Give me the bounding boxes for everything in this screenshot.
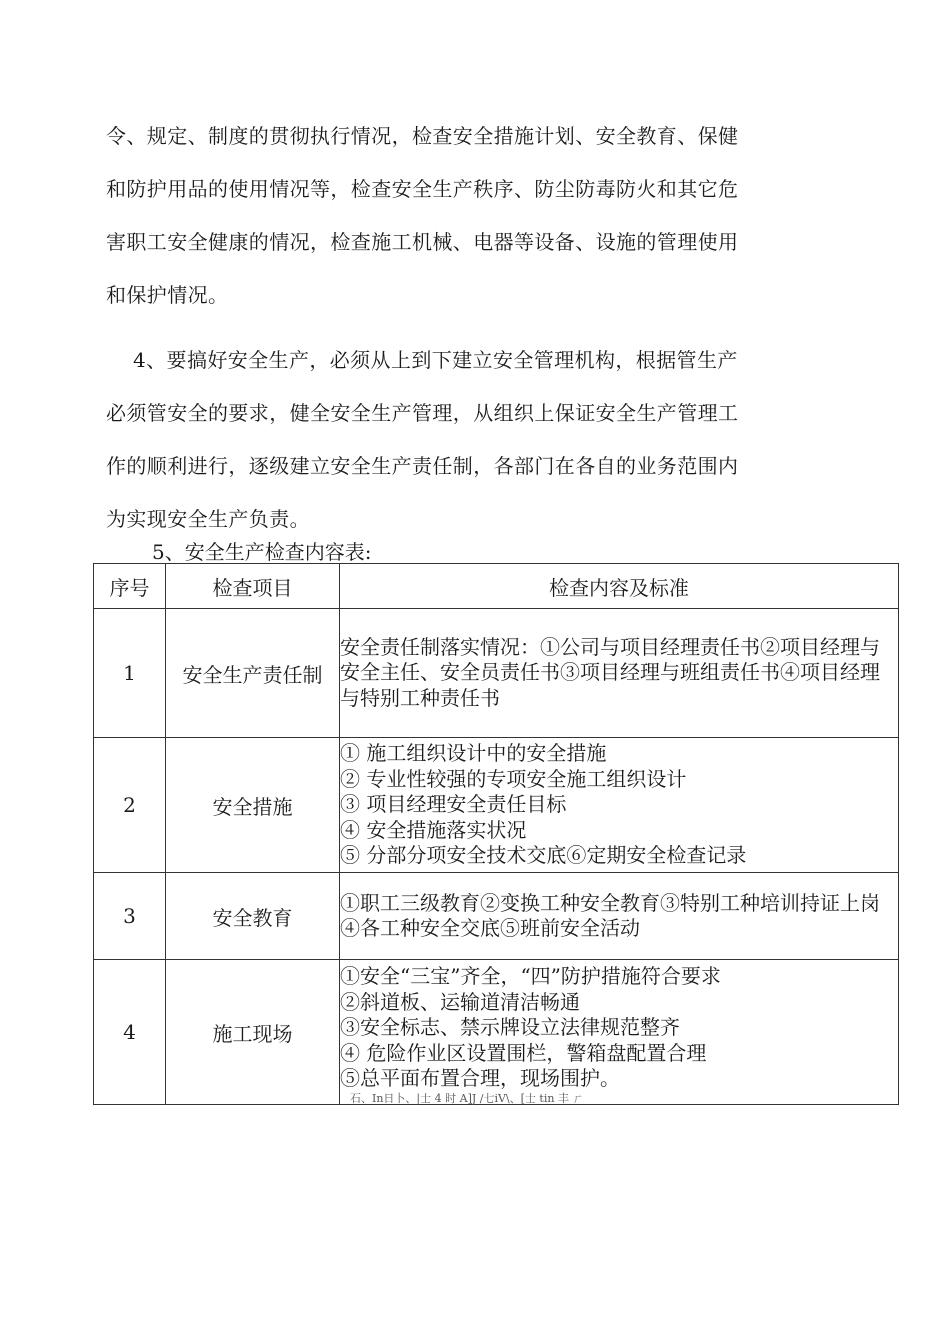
row-item: 安全教育 [166,873,340,960]
content-line: ⑤ 分部分项安全技术交底⑥定期安全检查记录 [340,843,747,868]
inspection-table [93,563,899,1105]
paragraph-line: 作的顺利进行，逐级建立安全生产责任制，各部门在各自的业务范围内 [106,454,739,478]
paragraph-line: 必须管安全的要求，健全安全生产管理，从组织上保证安全生产管理工 [106,401,739,425]
table-title: 5、安全生产检查内容表: [152,540,372,564]
paragraph-line: 4、要搞好安全生产，必须从上到下建立安全管理机构，根据管生产 [106,348,738,372]
content-line: ③安全标志、禁示牌设立法律规范整齐 [340,1015,680,1039]
content-line: ④ 危险作业区设置围栏，警箱盘配置合理 [340,1040,707,1065]
table-row [94,873,899,960]
content-line: ② 专业性较强的专项安全施工组织设计 [340,766,687,791]
content-line: ②斜道板、运输道清洁畅通 [340,989,580,1014]
content-line: ① 施工组织设计中的安全措施 [340,741,607,766]
content-line: ④ 安全措施落实状况 [340,817,527,842]
paragraph-line: 害职工安全健康的情况，检查施工机械、电器等设备、设施的管理使用 [106,230,739,254]
content-line: ⑤总平面布置合理，现场围护。 [340,1066,620,1090]
header-item: 检查项目 [166,564,340,609]
header-content: 检查内容及标准 [340,564,899,609]
header-no: 序号 [94,564,166,609]
row-no: 2 [94,738,166,873]
content-text: ①职工三级教育②变换工种安全教育③特别工种培训持证上岗④各工种安全交底⑤班前安全活动 [340,890,880,940]
row-item: 安全生产责任制 [166,609,340,738]
row-no: 1 [94,609,166,738]
content-line: ①安全“三宝”齐全，“四”防护措施符合要求 [340,964,721,988]
row-content [340,873,899,960]
row-item: 施工现场 [166,960,340,1105]
table-row [94,609,899,738]
table-row [94,960,899,1105]
content-text: 安全责任制落实情况：①公司与项目经理责任书②项目经理与安全主任、安全员责任书③项目经理与班组责任书④项目经理与特别工种责任书 [340,634,880,710]
table-header-row [94,564,899,609]
paragraph-line: 和保护情况。 [106,283,229,307]
content-line: ③ 项目经理安全责任目标 [340,792,567,817]
table-row [94,738,899,873]
row-content [340,738,899,873]
truncated-text-fragment: 石、In日卜、|士 4 时 A]J /七iV\、[士 tin 丰 ㄏ [350,1092,584,1105]
row-no: 3 [94,873,166,960]
paragraph-line: 令、规定、制度的贯彻执行情况，检查安全措施计划、安全教育、保健 [106,124,739,148]
paragraph-line: 为实现安全生产负责。 [106,507,310,531]
paragraph-line: 和防护用品的使用情况等，检查安全生产秩序、防尘防毒防火和其它危 [106,177,739,201]
row-no: 4 [94,960,166,1105]
row-content [340,609,899,738]
row-content [340,960,899,1105]
row-item: 安全措施 [166,738,340,873]
